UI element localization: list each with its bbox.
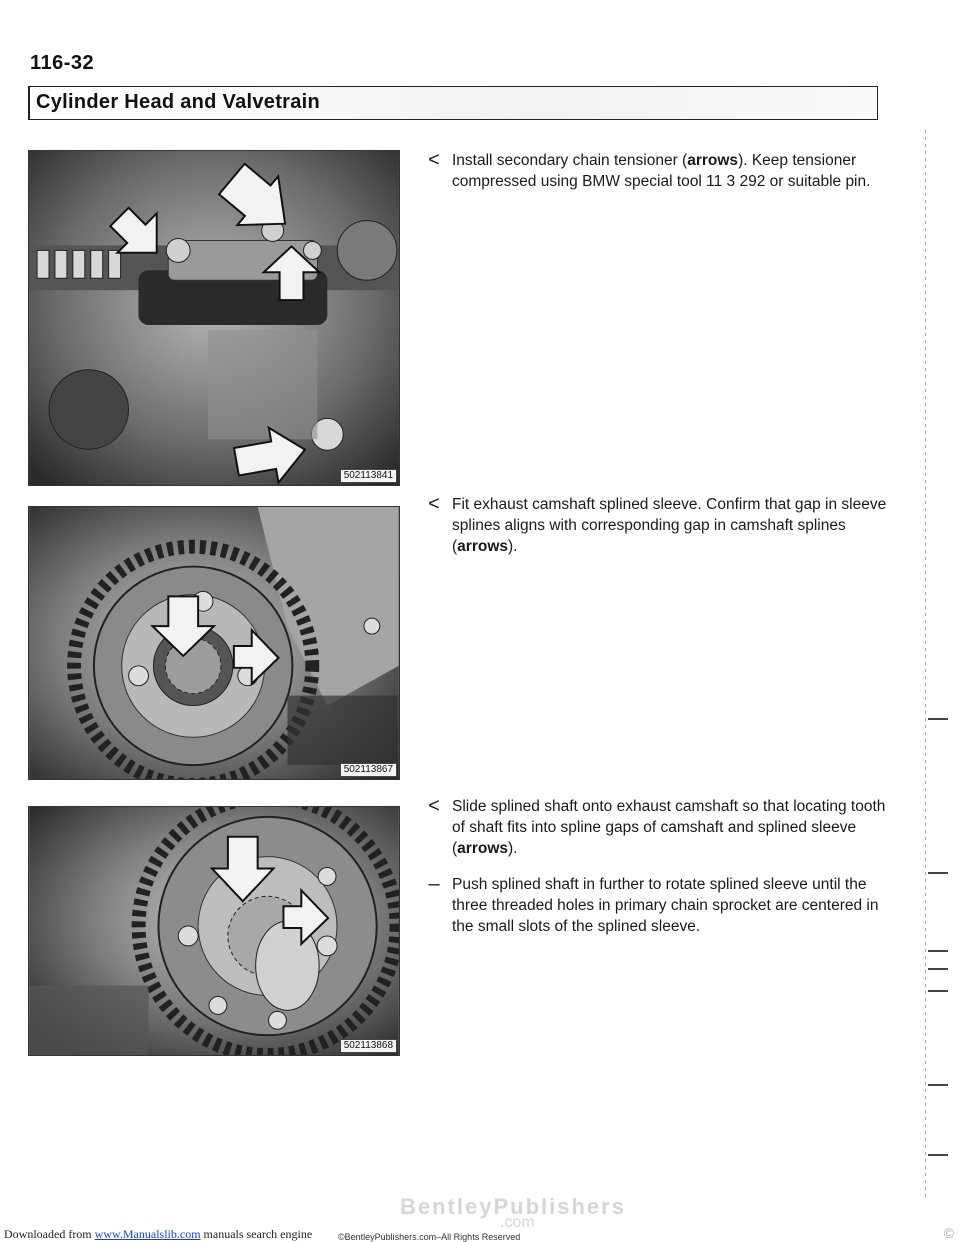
figure-splined-shaft [28, 806, 400, 1056]
watermark: BentleyPublishers [400, 1194, 626, 1219]
section-title: Cylinder Head and Valvetrain [36, 91, 321, 113]
figure-splined-sleeve-image [29, 507, 399, 779]
margin-rule [925, 130, 926, 1200]
arrow-left-icon: < [428, 795, 440, 817]
step-text: Install secondary chain tensioner (arrows). Keep tensioner compressed using BMW special tool 11 3 292 or suitable pin. [452, 152, 871, 190]
arrow-left-icon: < [428, 493, 440, 515]
step-text: Push splined shaft in further to rotate splined sleeve until the three threaded holes in primary chain sprocket are centered in the small slots of the splined sleeve. [452, 876, 879, 935]
step-push-shaft [422, 874, 892, 937]
dash-bullet: – [428, 873, 440, 895]
margin-tick [928, 872, 948, 874]
step-text: Fit exhaust camshaft splined sleeve. Confirm that gap in sleeve splines aligns with corresponding gap in camshaft splines (arrows). [452, 496, 887, 555]
step-slide-shaft [422, 796, 892, 859]
step-text: Slide splined shaft onto exhaust camshaft so that locating tooth of shaft fits into spline gaps of camshaft and splined sleeve (arrows). [452, 798, 886, 857]
margin-tick [928, 1154, 948, 1156]
margin-tick [928, 950, 948, 952]
figure-splined-sleeve [28, 506, 400, 780]
margin-tick [928, 1084, 948, 1086]
footer-mark: © [943, 1225, 954, 1241]
page-number: 116-32 [30, 52, 95, 74]
figure-splined-shaft-image [29, 807, 399, 1055]
margin-tick [928, 990, 948, 992]
margin-tick [928, 968, 948, 970]
arrow-left-icon: < [428, 149, 440, 171]
copyright: ©BentleyPublishers.com–All Rights Reserved [338, 1232, 521, 1242]
download-note: Downloaded from www.Manualslib.com manuals search engine [4, 1227, 313, 1241]
margin-tick [928, 718, 948, 720]
section-header-bar [28, 86, 878, 120]
watermark-sub: .com [500, 1214, 535, 1231]
figure-chain-tensioner [28, 150, 400, 486]
manualslib-link[interactable]: www.Manualslib.com [94, 1227, 201, 1241]
figure-code: 502113841 [340, 469, 397, 483]
step-fit-sleeve [422, 494, 892, 557]
figure-code: 502113868 [340, 1039, 397, 1053]
figure-code: 502113867 [340, 763, 397, 777]
figure-chain-tensioner-image [29, 151, 399, 485]
step-install-tensioner [422, 150, 892, 192]
